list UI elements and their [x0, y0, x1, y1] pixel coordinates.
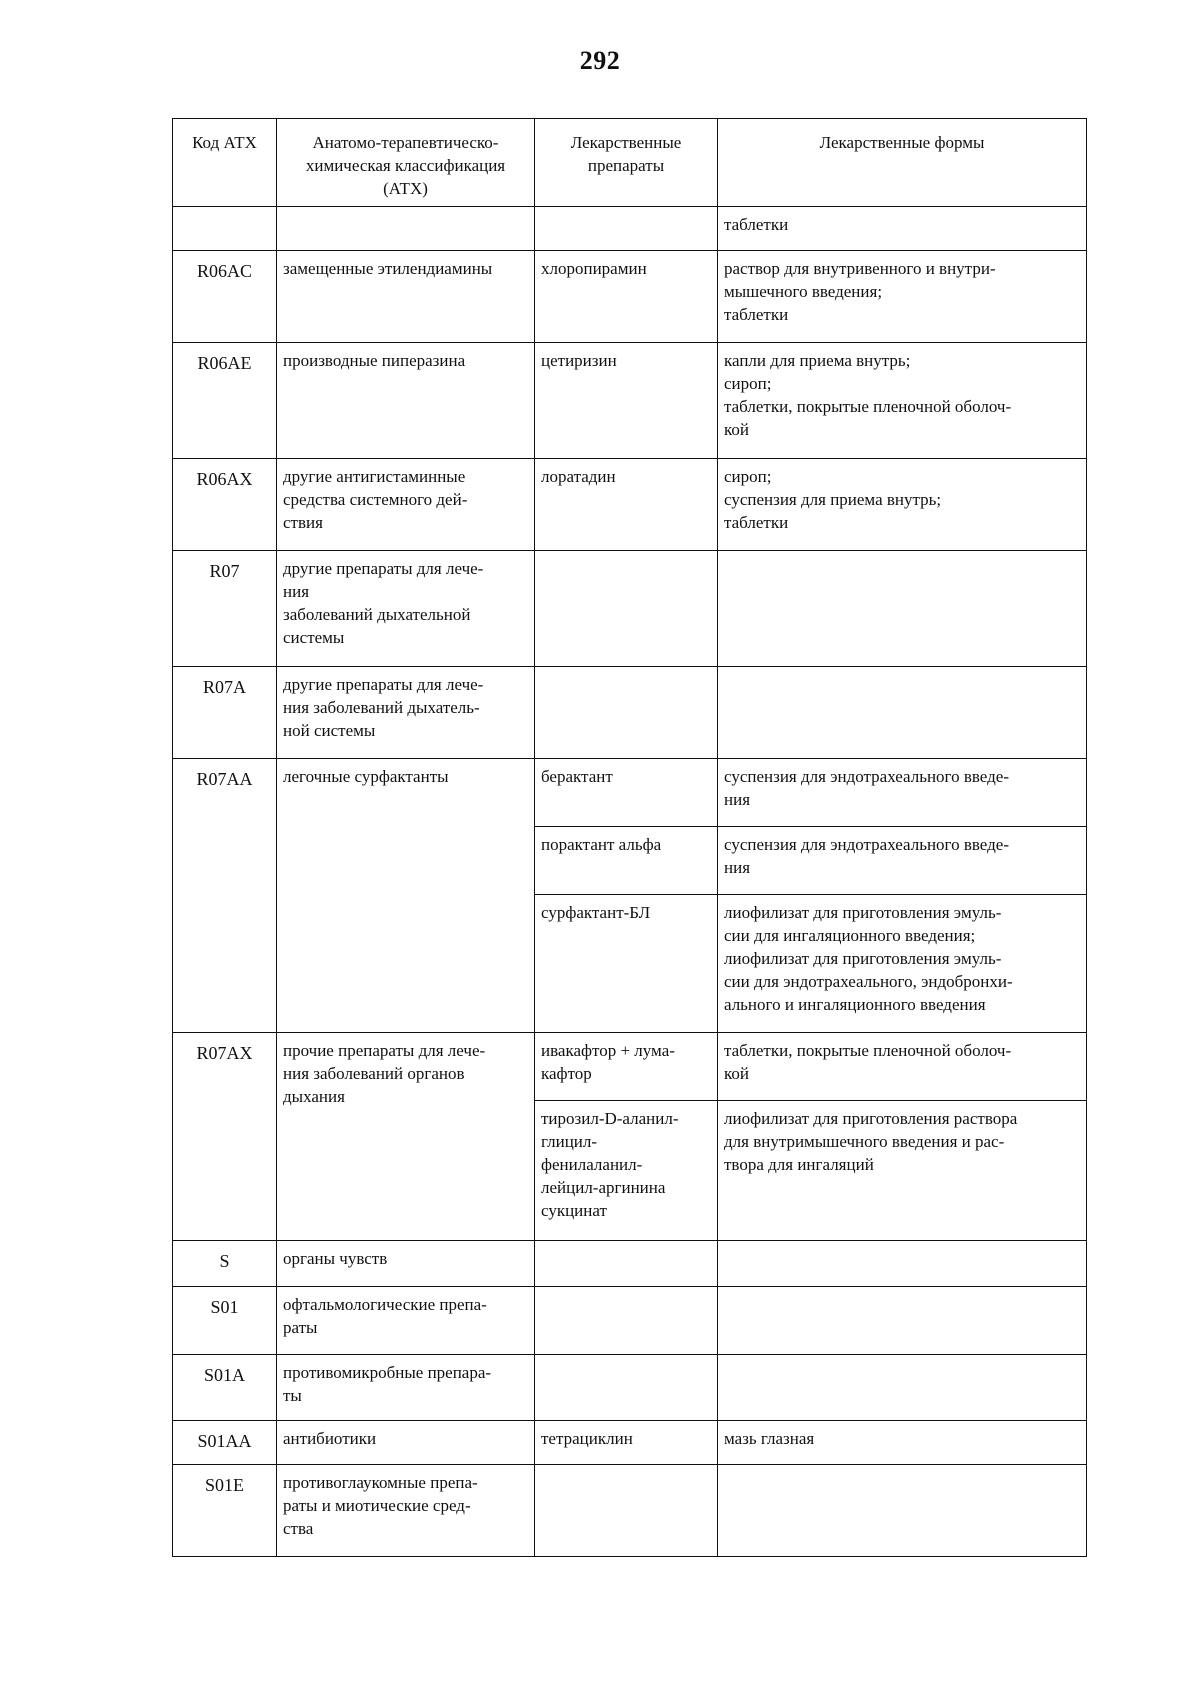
dosage-form-cell: мазь глазная — [718, 1421, 1087, 1465]
drug-cell — [535, 551, 718, 667]
drug-cell: порактант альфа — [535, 827, 718, 895]
drug-cell: тирозил-D-аланил- глицил- фенилаланил- лейцил-аргинина сукцинат — [535, 1101, 718, 1241]
drug-cell — [535, 1355, 718, 1421]
drug-cell — [535, 1287, 718, 1355]
atc-code-cell: R07 — [173, 551, 277, 667]
atc-code-cell: S01A — [173, 1355, 277, 1421]
table-row — [173, 207, 1087, 251]
drug-cell — [535, 207, 718, 251]
table-row — [173, 1355, 1087, 1421]
atc-code-cell: R07A — [173, 667, 277, 759]
dosage-form-cell: таблетки — [718, 207, 1087, 251]
classification-cell: противомикробные препара- ты — [277, 1355, 535, 1421]
drug-cell: цетиризин — [535, 343, 718, 459]
atc-code-cell — [173, 207, 277, 251]
classification-cell: легочные сурфактанты — [277, 759, 535, 1033]
drug-cell: лоратадин — [535, 459, 718, 551]
dosage-form-cell: суспензия для эндотрахеального введе- ния — [718, 827, 1087, 895]
table-header-row — [173, 119, 1087, 207]
classification-cell: противоглаукомные препа- раты и миотические сред- ства — [277, 1465, 535, 1557]
drug-cell — [535, 1465, 718, 1557]
atc-code-cell: S01 — [173, 1287, 277, 1355]
page-number: 292 — [579, 46, 621, 75]
atc-code-cell: R06AE — [173, 343, 277, 459]
header-atc-classification: Анатомо-терапевтическо- химическая классификация (АТХ) — [277, 119, 535, 207]
dosage-form-cell — [718, 1241, 1087, 1287]
drug-cell: ивакафтор + лума- кафтор — [535, 1033, 718, 1101]
table-row — [173, 1241, 1087, 1287]
classification-cell: производные пиперазина — [277, 343, 535, 459]
dosage-form-cell: суспензия для эндотрахеального введе- ния — [718, 759, 1087, 827]
atc-code-cell: R06AC — [173, 251, 277, 343]
table-row — [173, 1421, 1087, 1465]
table-row — [173, 551, 1087, 667]
atc-code-cell: S — [173, 1241, 277, 1287]
classification-cell: замещенные этилендиамины — [277, 251, 535, 343]
classification-cell: другие препараты для лече- ния заболеваний дыхатель- ной системы — [277, 667, 535, 759]
header-dosage-forms: Лекарственные формы — [718, 119, 1087, 207]
classification-cell: антибиотики — [277, 1421, 535, 1465]
header-drugs: Лекарственные препараты — [535, 119, 718, 207]
drug-cell — [535, 1241, 718, 1287]
dosage-form-cell — [718, 667, 1087, 759]
header-atc-code: Код АТХ — [173, 119, 277, 207]
dosage-form-cell — [718, 551, 1087, 667]
table-row — [173, 667, 1087, 759]
dosage-form-cell — [718, 1355, 1087, 1421]
dosage-form-cell: таблетки, покрытые пленочной оболоч- кой — [718, 1033, 1087, 1101]
classification-cell — [277, 207, 535, 251]
drug-cell: хлоропирамин — [535, 251, 718, 343]
table-row — [173, 1033, 1087, 1101]
dosage-form-cell — [718, 1465, 1087, 1557]
dosage-form-cell: раствор для внутривенного и внутри- мышечного введения; таблетки — [718, 251, 1087, 343]
dosage-form-cell: капли для приема внутрь; сироп; таблетки, покрытые пленочной оболоч- кой — [718, 343, 1087, 459]
classification-cell: органы чувств — [277, 1241, 535, 1287]
drug-cell: берактант — [535, 759, 718, 827]
table-row — [173, 1287, 1087, 1355]
classification-cell: прочие препараты для лече- ния заболеваний органов дыхания — [277, 1033, 535, 1241]
dosage-form-cell: сироп; суспензия для приема внутрь; таблетки — [718, 459, 1087, 551]
dosage-form-cell: лиофилизат для приготовления эмуль- сии для ингаляционного введения; лиофилизат для приготовления эмуль- сии для эндотрахеального, эндобронхи- ального и ингаляционного введения — [718, 895, 1087, 1033]
atc-code-cell: R07AA — [173, 759, 277, 1033]
classification-cell: другие препараты для лече- ния заболеваний дыхательной системы — [277, 551, 535, 667]
table-row — [173, 251, 1087, 343]
drug-cell: тетрациклин — [535, 1421, 718, 1465]
dosage-form-cell: лиофилизат для приготовления раствора для внутримышечного введения и рас- твора для ингаляций — [718, 1101, 1087, 1241]
atc-code-cell: R06AX — [173, 459, 277, 551]
classification-cell: другие антигистаминные средства системного дей- ствия — [277, 459, 535, 551]
atc-code-cell: S01E — [173, 1465, 277, 1557]
table-row — [173, 343, 1087, 459]
table-row — [173, 459, 1087, 551]
atc-classification-table — [172, 118, 1087, 1557]
atc-code-cell: S01AA — [173, 1421, 277, 1465]
dosage-form-cell — [718, 1287, 1087, 1355]
drug-cell — [535, 667, 718, 759]
atc-code-cell: R07AX — [173, 1033, 277, 1241]
table-row — [173, 759, 1087, 827]
classification-cell: офтальмологические препа- раты — [277, 1287, 535, 1355]
drug-cell: сурфактант-БЛ — [535, 895, 718, 1033]
table-row — [173, 1465, 1087, 1557]
